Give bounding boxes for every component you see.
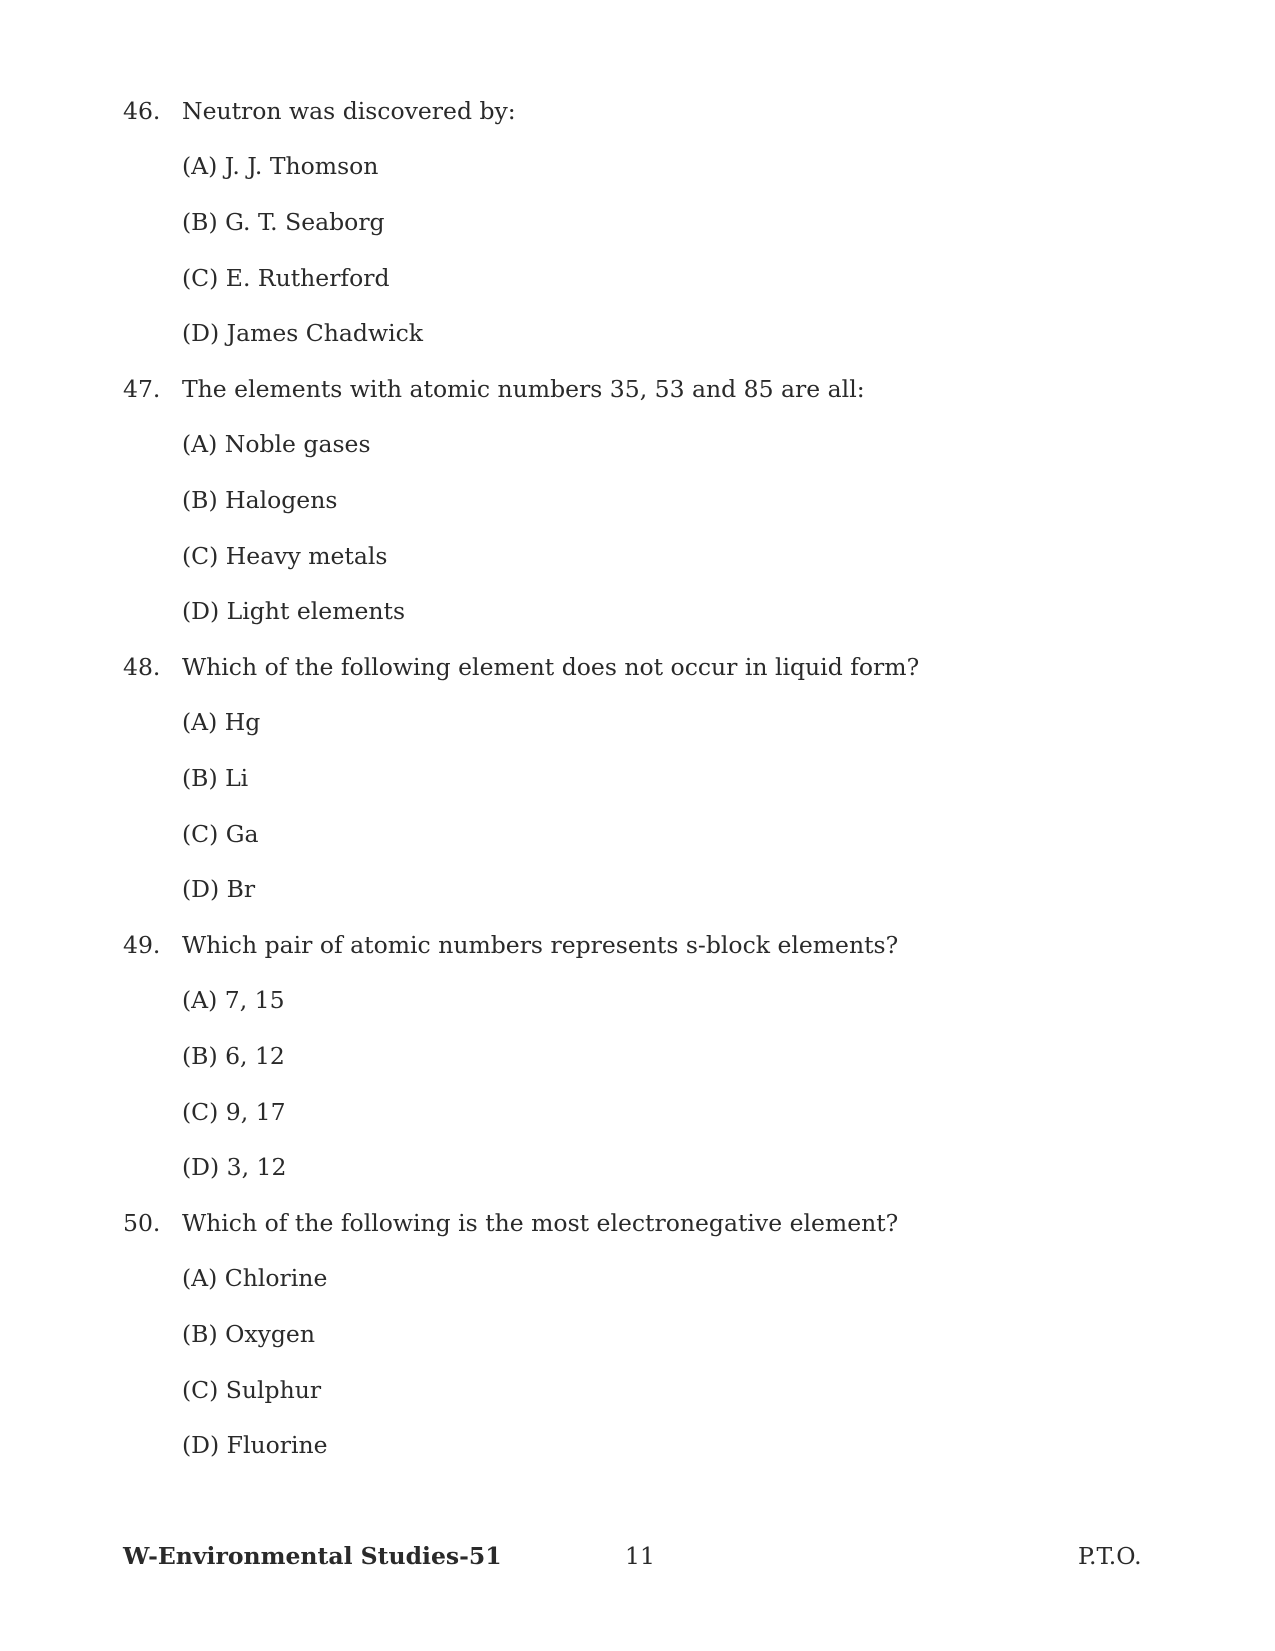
option-b: (B) Halogens bbox=[182, 486, 338, 514]
option-d: (D) 3, 12 bbox=[182, 1153, 287, 1181]
question-49 bbox=[0, 926, 1275, 1204]
option-a: (A) J. J. Thomson bbox=[182, 152, 379, 180]
pto-label: P.T.O. bbox=[1078, 1542, 1142, 1570]
question-50 bbox=[0, 1204, 1275, 1482]
paper-code: W-Environmental Studies-51 bbox=[123, 1542, 502, 1570]
question-46 bbox=[0, 92, 1275, 370]
page-footer bbox=[0, 1538, 1275, 1574]
option-a: (A) Chlorine bbox=[182, 1264, 328, 1292]
option-c: (C) Sulphur bbox=[182, 1376, 322, 1404]
option-d: (D) Br bbox=[182, 875, 256, 903]
option-b: (B) Oxygen bbox=[182, 1320, 315, 1348]
question-number: 48. bbox=[123, 653, 161, 681]
question-number: 46. bbox=[123, 97, 161, 125]
question-list bbox=[0, 92, 1275, 1482]
option-d: (D) James Chadwick bbox=[182, 319, 424, 347]
option-a: (A) 7, 15 bbox=[182, 986, 285, 1014]
question-number: 50. bbox=[123, 1209, 161, 1237]
question-text: Which pair of atomic numbers represents s-block elements? bbox=[182, 931, 899, 959]
question-text: Which of the following element does not occur in liquid form? bbox=[182, 653, 920, 681]
option-a: (A) Hg bbox=[182, 708, 261, 736]
option-b: (B) G. T. Seaborg bbox=[182, 208, 385, 236]
option-b: (B) 6, 12 bbox=[182, 1042, 285, 1070]
option-a: (A) Noble gases bbox=[182, 430, 371, 458]
question-text: Neutron was discovered by: bbox=[182, 97, 516, 125]
page-number: 11 bbox=[625, 1542, 655, 1570]
option-c: (C) 9, 17 bbox=[182, 1098, 286, 1126]
option-c: (C) Ga bbox=[182, 820, 259, 848]
question-text: Which of the following is the most electronegative element? bbox=[182, 1209, 899, 1237]
question-48 bbox=[0, 648, 1275, 926]
option-b: (B) Li bbox=[182, 764, 249, 792]
option-c: (C) E. Rutherford bbox=[182, 264, 390, 292]
question-number: 49. bbox=[123, 931, 161, 959]
question-47 bbox=[0, 370, 1275, 648]
question-number: 47. bbox=[123, 375, 161, 403]
question-text: The elements with atomic numbers 35, 53 and 85 are all: bbox=[182, 375, 865, 403]
option-c: (C) Heavy metals bbox=[182, 542, 388, 570]
option-d: (D) Light elements bbox=[182, 597, 406, 625]
option-d: (D) Fluorine bbox=[182, 1431, 328, 1459]
